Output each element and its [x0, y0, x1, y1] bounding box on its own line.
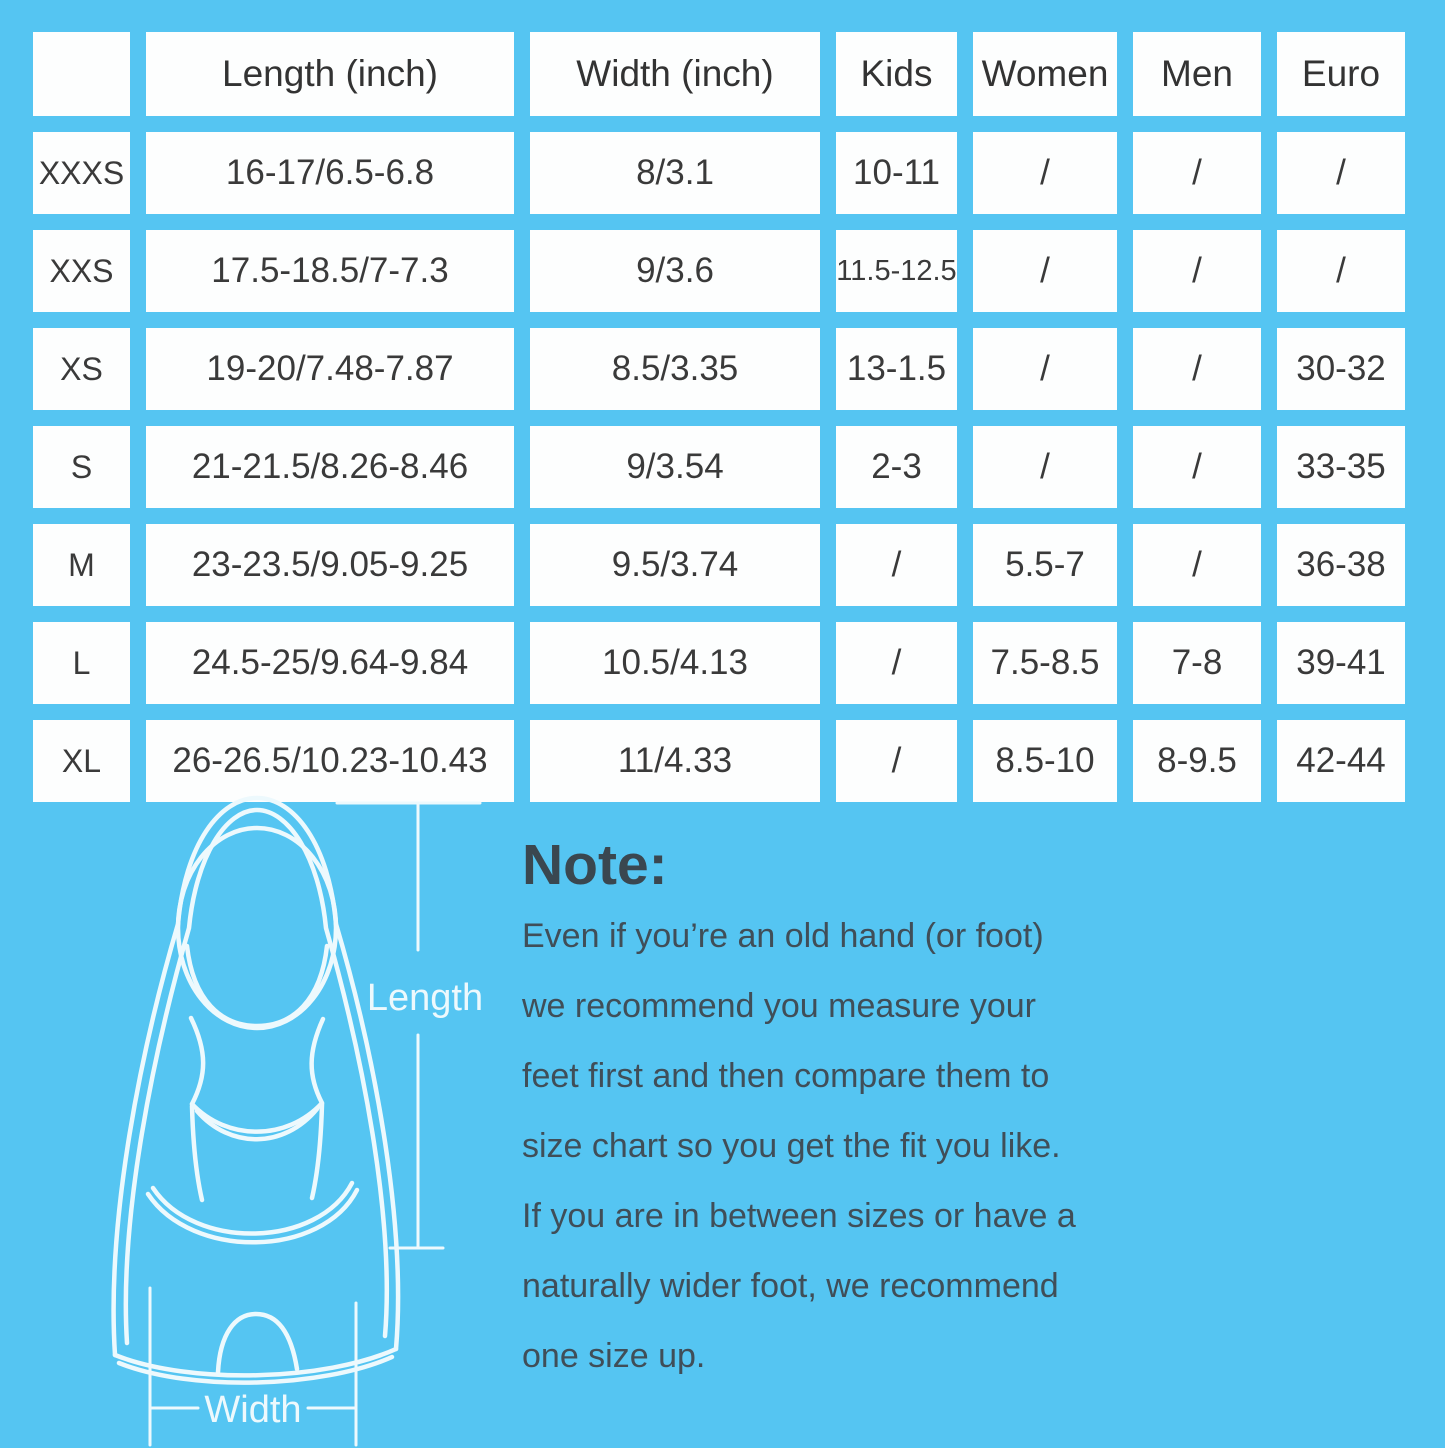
note-line: If you are in between sizes or have a	[522, 1196, 1076, 1235]
note-line: we recommend you measure your	[522, 986, 1037, 1025]
kids-cell: 13-1.5	[836, 328, 957, 410]
note-title: Note:	[522, 833, 668, 897]
women-cell: 7.5-8.5	[973, 622, 1117, 704]
row-label-cell: XL	[33, 720, 130, 802]
width-cell: 11/4.33	[530, 720, 820, 802]
men-cell: /	[1133, 426, 1261, 508]
men-cell: 8-9.5	[1133, 720, 1261, 802]
col-header-width: Width (inch)	[530, 32, 820, 116]
men-cell: /	[1133, 328, 1261, 410]
size-table	[33, 32, 1405, 802]
width-cell: 9.5/3.74	[530, 524, 820, 606]
women-cell: /	[973, 328, 1117, 410]
note-line: naturally wider foot, we recommend	[522, 1266, 1059, 1305]
heel-strap-arch	[218, 1314, 297, 1372]
col-header-length: Length (inch)	[146, 32, 514, 116]
width-cell: 8/3.1	[530, 132, 820, 214]
pocket-side-left	[191, 1018, 203, 1104]
length-cell: 19-20/7.48-7.87	[146, 328, 514, 410]
length-cell: 26-26.5/10.23-10.43	[146, 720, 514, 802]
women-cell: /	[973, 230, 1117, 312]
euro-cell: /	[1277, 230, 1405, 312]
euro-cell: /	[1277, 132, 1405, 214]
foot-opening-inner-rim	[187, 946, 327, 1026]
kids-cell: 10-11	[836, 132, 957, 214]
kids-cell: 2-3	[836, 426, 957, 508]
note-section	[522, 833, 1162, 1391]
length-label: Length	[366, 977, 484, 1019]
fin-diagram	[70, 788, 500, 1448]
women-cell: 8.5-10	[973, 720, 1117, 802]
width-cell: 10.5/4.13	[530, 622, 820, 704]
lower-pocket-side-right	[312, 1104, 322, 1198]
euro-cell: 42-44	[1277, 720, 1405, 802]
kids-cell: 11.5-12.5	[836, 230, 957, 312]
kids-cell: /	[836, 622, 957, 704]
length-cell: 17.5-18.5/7-7.3	[146, 230, 514, 312]
note-line: size chart so you get the fit you like.	[522, 1126, 1061, 1165]
men-cell: /	[1133, 524, 1261, 606]
men-cell: 7-8	[1133, 622, 1261, 704]
lower-pocket-side-left	[192, 1106, 202, 1200]
euro-cell: 30-32	[1277, 328, 1405, 410]
pocket-side-right	[312, 1019, 323, 1103]
men-cell: /	[1133, 230, 1261, 312]
length-cell: 16-17/6.5-6.8	[146, 132, 514, 214]
euro-cell: 33-35	[1277, 426, 1405, 508]
col-header-women: Women	[973, 32, 1117, 116]
women-cell: /	[973, 132, 1117, 214]
width-cell: 9/3.6	[530, 230, 820, 312]
kids-cell: /	[836, 524, 957, 606]
women-cell: /	[973, 426, 1117, 508]
corner-cell	[33, 32, 130, 116]
row-label-cell: XXS	[33, 230, 130, 312]
row-label-cell: XS	[33, 328, 130, 410]
row-label-cell: S	[33, 426, 130, 508]
kids-cell: /	[836, 720, 957, 802]
col-header-kids: Kids	[836, 32, 957, 116]
pocket-lens-arc	[192, 1103, 322, 1132]
note-line: feet first and then compare them to	[522, 1056, 1050, 1095]
row-label-cell: M	[33, 524, 130, 606]
width-label: Width	[204, 1389, 302, 1431]
row-label-cell: XXXS	[33, 132, 130, 214]
euro-cell: 39-41	[1277, 622, 1405, 704]
col-header-men: Men	[1133, 32, 1261, 116]
row-label-cell: L	[33, 622, 130, 704]
fin-inner-contour	[126, 810, 387, 1343]
note-line: one size up.	[522, 1336, 706, 1375]
men-cell: /	[1133, 132, 1261, 214]
euro-cell: 36-38	[1277, 524, 1405, 606]
pocket-lens-arc-inner	[197, 1109, 317, 1139]
note-line: Even if you’re an old hand (or foot)	[522, 916, 1044, 955]
fin-outline	[114, 798, 398, 1355]
width-cell: 8.5/3.35	[530, 328, 820, 410]
length-cell: 23-23.5/9.05-9.25	[146, 524, 514, 606]
width-cell: 9/3.54	[530, 426, 820, 508]
length-cell: 24.5-25/9.64-9.84	[146, 622, 514, 704]
women-cell: 5.5-7	[973, 524, 1117, 606]
length-cell: 21-21.5/8.26-8.46	[146, 426, 514, 508]
col-header-euro: Euro	[1277, 32, 1405, 116]
